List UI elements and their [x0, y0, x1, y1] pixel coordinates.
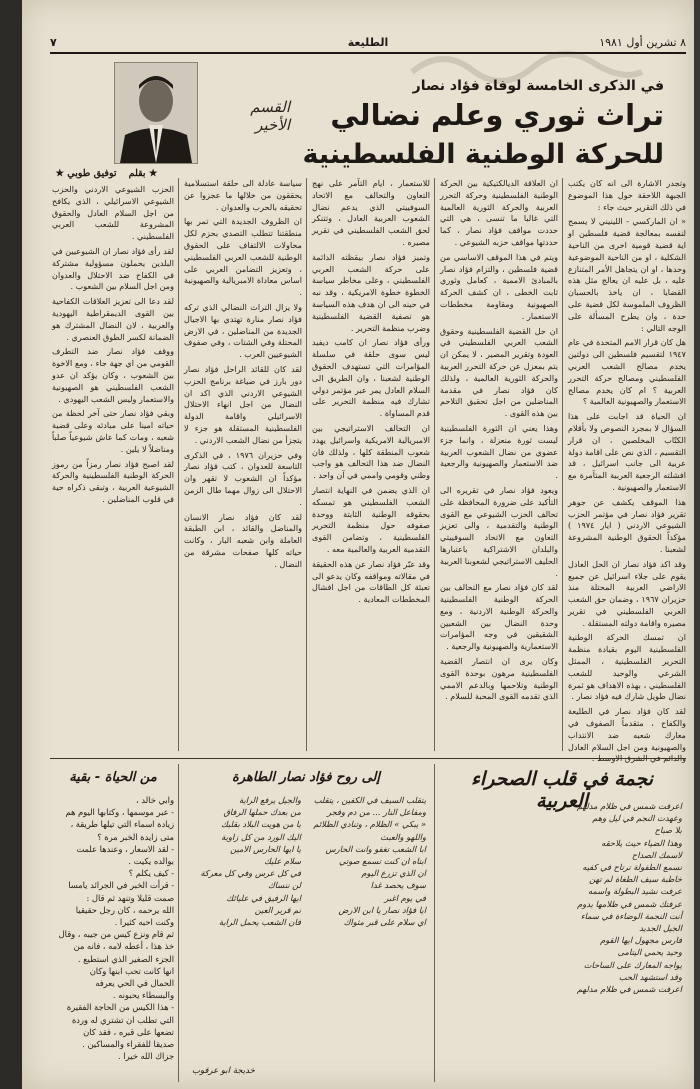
- author-name: توفيق طوبي ★: [55, 168, 117, 179]
- column-divider: [434, 764, 435, 1082]
- column-divider: [178, 764, 179, 1082]
- issue-date: ٨ تشرين أول ١٩٨١: [599, 36, 686, 49]
- poem-line: خاطبة سيف الطغاة لم تهن: [589, 874, 682, 885]
- paragraph: لقد اصبح فؤاد نصار رمزاً من رموز الحركة الوطنية الفلسطينية والحركة الشيوعية العربية ، وتبقى ذكراه حية في قلوب المناضلين .: [52, 458, 174, 504]
- paragraph: ان حل القضية الفلسطينية وحقوق الشعب العربي الفلسطيني في العودة وتقرير المصير ، لا يمكن ان يتم بمعزل عن حركة التحرر العربية والحركة الثورية العالمية ، ولذلك كان فؤاد نصار في مقدمة المناضلين من اجل تحقيق التلاحم بين هذه القوى .: [440, 325, 558, 419]
- part-label: القسم الأخير: [250, 98, 290, 134]
- column-divider: [434, 178, 435, 751]
- text-line: وكنت احبه كثيرا .: [114, 917, 174, 928]
- poem-line: لاسمك الصداح: [631, 849, 682, 860]
- title-line-1: تراث ثوري وعلم نضالي: [330, 98, 664, 132]
- paragraph: وتجدر الاشارة الى انه كان يكتب الجبهة اللاحقة حول هذا الموضوع في ذلك التقرير حيث جاء :: [568, 178, 686, 212]
- text-line: - كيف يكلم ؟: [128, 868, 174, 879]
- poem-line: من بعدك حملها الرفاق: [223, 807, 301, 818]
- paragraph: ورأى فؤاد نصار ان كامب ديفيد ليس سوى حلقة في سلسلة المؤامرات التي تستهدف الحقوق الوطنية لشعبنا ، وان الطريق الى السلام العادل يمر عبر مؤتمر دولي تشارك فيه منظمة التحرير على قدم المساواة .: [312, 337, 430, 419]
- text-line: ثم قام ونزع كيس من جيبه ، وقال: [58, 929, 174, 940]
- paragraph: هل كان قرار الامم المتحدة في عام ١٩٤٧ لتقسيم فلسطين الى دولتين يخدم مصالح الشعب العربي الفلسطيني ومصالح حركة التحرر العربية ؟ ام كان يخدم مصالح الاستعمار والصهيونية العالمية ؟: [568, 337, 686, 407]
- paragraph: لقد كان للقائد الراحل فؤاد نصار دور بارز في صياغة برنامج الحزب الشيوعي الاردني الذي اكد ان النضال من اجل انهاء الاحتلال الاسرائيلي واقامة الدولة الفلسطينية المستقلة هو جزء لا يتجزأ من نضال الشعب الاردني .: [184, 363, 302, 445]
- poem-line: اليك الورد من كل زاوية: [221, 831, 301, 842]
- author-portrait: [114, 62, 198, 164]
- binding-spine: [0, 0, 22, 1089]
- paragraph: وهذا يعني ان الثورة الفلسطينية ليست ثورة منعزلة ، وانما جزء عضوي من نضال الشعوب العربية ضد الاستعمار والصهيونية والرجعية .: [440, 422, 558, 481]
- paragraph: لقد كان فؤاد نصار مع التحالف بين الحركة الوطنية الفلسطينية والحركة الوطنية الاردنية ، ومع وحدة النضال بين الشعبين الشقيقين في وجه المؤامرات الاستعمارية والصهيونية والرجعية .: [440, 582, 558, 652]
- paragraph: ان التحالف الاستراتيجي بين الامبريالية الامريكية واسرائيل يهدد شعوب المنطقة كلها ، ولذلك فان النضال ضد هذا التحالف هو واجب وطني وقومي واممي في آن واحد .: [312, 422, 430, 481]
- paragraph: وفي حزيران ١٩٧٦ ، في الذكرى التاسعة للعدوان ، كتب فؤاد نصار مؤكداً ان الشعوب لا تقهر وان الاحتلال الى زوال مهما طال الزمن .: [184, 449, 302, 507]
- poem-line: اعرفت شمس في ظلام مدلهم: [576, 801, 682, 811]
- poem-line: يواجه المعارك على الساحات: [583, 959, 682, 970]
- poem-line: أنت النجمة الوضاءة في سماء: [580, 910, 682, 921]
- poem-line: فان الشعب يحمل الراية: [218, 917, 301, 928]
- poem-line: عرفتك شمس في ظلامها يدوم: [577, 898, 682, 909]
- article-pretitle: في الذكرى الخامسة لوفاة فؤاد نصار: [412, 78, 664, 94]
- poem-line: اعرفت شمس في ظلام مدلهم: [576, 984, 682, 995]
- section-divider: [50, 758, 686, 759]
- paragraph: الحزب الشيوعي الاردني والحزب الشيوعي الاسرائيلي ، الذي يكافح من اجل السلام العادل والحقوق المشروعة للشعب العربي الفلسطيني .: [52, 184, 174, 242]
- poem-line: وعهدت النجم في ليل وهم: [592, 813, 682, 824]
- paragraph: لقد رأى فؤاد نصار ان الشيوعيين في البلدين يحملون مسؤولية مشتركة في الكفاح ضد الاحتلال والعدوان ومن اجل السلام بين الشعوب .: [52, 245, 174, 292]
- text-line: متى زايدة الخبر مرة ؟: [97, 831, 174, 842]
- poem-line: في يوم اغبر: [384, 892, 426, 903]
- poem-body-tribute: [186, 794, 426, 1062]
- text-line: وابي خالد ،: [135, 795, 174, 805]
- paragraph: ويتم في هذا الموقف الاساسي من قضية فلسطين ، والتزام فؤاد نصار بالمبادئ الاممية ، كعامل وثوري ثابت الخطى ، ان كشف الحركة الصهيونية ومقاومة مخططات الاستعمار .: [440, 251, 558, 321]
- poem-line: ابا الشعب تغفو وانت الحارس: [325, 843, 426, 854]
- newspaper-page: [22, 0, 694, 1089]
- poem-line: وهذا الضياء حيث يلاحقه: [601, 837, 682, 848]
- section-title-from-life: من الحياة - بقية: [69, 770, 157, 785]
- paragraph: وكان يرى ان انتصار القضية الفلسطينية مرهون بوحدة القوى الوطنية وتلاحمها وبالدعم الاممي الذي تقدمه القوى المحبة للسلام .: [440, 656, 558, 702]
- poem-line: ان الذي تزرع اليوم: [361, 868, 426, 879]
- poem-line: نم قرير العين: [254, 904, 301, 915]
- paragraph: وقد عبّر فؤاد نصار عن هذه الحقيقة في مقالاته ومواقفه وكان يدعو الى تعبئة كل الطاقات من اجل افشال المخططات المعادية .: [312, 558, 430, 605]
- article-column-5: [52, 184, 174, 751]
- text-line: جزاك الله خيرا .: [118, 1051, 174, 1062]
- poem-line: في كل عرس وفي كل معركة: [200, 868, 301, 879]
- paragraph: لقد كان فؤاد نصار الانسان والمناضل والقائد ، ابن الطبقة العاملة وابن شعبه البار ، وكانت حياته كلها صفحات مشرقة من النضال .: [184, 511, 302, 569]
- poem-line: اي سلام على قبر مثواك: [343, 917, 426, 928]
- paragraph: سياسة عادلة الى حلقة استسلامية يحققون من خلالها ما عجزوا عن تحقيقه بالحرب والعدوان .: [184, 178, 302, 212]
- poem-line: لن ننساك: [267, 880, 301, 891]
- poem-line: سوف يحصد غدا: [370, 880, 426, 891]
- paragraph: وتميز فؤاد نصار بيقظته الدائمة على حركة الشعب العربي الفلسطيني ، وعلى مخاطر سياسة الخطوة خطوة الامريكية ، وقد نبه في حينه الى ان هدف هذه السياسة هو تصفية القضية الفلسطينية وضرب منظمة التحرير .: [312, 251, 430, 333]
- poem-line: نسمع الطفولة ترتاح في كفيه: [582, 862, 682, 873]
- text-line: والبسطاء يحبونه .: [112, 990, 174, 1001]
- text-line: الله يرحمه ، كان رجل حقيقيا: [75, 904, 174, 915]
- poem-title-star: نجمة في قلب الصحراء العربية: [470, 768, 654, 812]
- poem-line: ومفاعل النار ... من دم وفجر: [327, 807, 426, 818]
- text-line: التي تطلب ان تشتري له وردة: [71, 1014, 174, 1025]
- text-line: - قرأت الخبر في الجرائد يامسا: [68, 880, 174, 891]
- text-line: تضعها على قبره ، فقد كان: [83, 1026, 174, 1037]
- poem-line: بلا صباح: [654, 825, 682, 836]
- page-number: ٧: [50, 36, 57, 49]
- paragraph: ان العلاقة الديالكتيكية بين الحركة الوطنية الفلسطينية وحركة التحرر العربية والحركة الثورية العالمية التي غالبا ما تنسى ، هي التي حددت مواقف فؤاد نصار ، كما حددتها مواقف حزبه الشيوعي .: [440, 178, 558, 247]
- article-column-1: [568, 178, 686, 764]
- poem-line: وقد استشهد الحب: [618, 971, 682, 982]
- paragraph: وقد اكد فؤاد نصار ان الحل العادل يقوم على جلاء اسرائيل عن جميع الاراضي العربية المحتلة منذ حزيران ١٩٦٧ ، وضمان حق الشعب العربي الفلسطيني في تقرير مصيره واقامة دولته المستقلة .: [568, 558, 686, 628]
- text-line: انها كانت تحب ابنها وكان: [89, 965, 174, 976]
- author-label: ★ بقلم: [128, 168, 158, 179]
- poem-line: الجيل الجديد: [639, 923, 682, 934]
- portrait-image: [115, 63, 197, 163]
- paragraph: للاستعمار ، ايام التآمر على نهج التعاون والتحالف مع الاتحاد السوفييتي الذي يدعم نضال الشعوب العربية العادل ، وتتنكر لحق الشعب الفلسطيني في تقرير مصيره .: [312, 178, 430, 247]
- poem-line: ابتاه ان كنت تسمع صوتي: [338, 856, 426, 867]
- text-line: - هذا الكيس من الحاجة الفقيرة: [66, 1002, 174, 1013]
- publication-name: الطليعة: [347, 36, 389, 49]
- poem-line: وحيد يحمي اليتامى: [617, 947, 682, 958]
- title-line-2: للحركة الوطنية الفلسطينية: [302, 138, 664, 170]
- text-line: الجزء الصغير الذي استطيع .: [77, 953, 174, 964]
- paragraph: ولا يزال التراث النضالي الذي تركه فؤاد نصار منارة تهتدي بها الاجيال الجديدة من المناضلين ، في الارض المحتلة وفي الشتات ، وفي صفوف الشيوعيين العرب .: [184, 301, 302, 360]
- poem-line: يا من هويت البلاد بقلبك: [221, 819, 301, 830]
- text-line: بوالده يكيت .: [128, 856, 174, 867]
- paragraph: ووقف فؤاد نصار ضد التطرف القومي من اي جهة جاء ، ومع الاخوة بين الشعوب ، وكان يؤكد ان عدو الشعب الفلسطيني هو الصهيونية والاستعمار وليس الشعب اليهودي .: [52, 346, 174, 404]
- poem-signature: خديجة ابو عرقوب: [192, 1066, 255, 1076]
- text-line: خذ هذا ، أعطه لامه ، فانه من: [73, 941, 174, 952]
- column-divider: [178, 178, 179, 751]
- column-divider: [562, 178, 563, 751]
- paragraph: ويعود فؤاد نصار في تقريره الى التأكيد على ضرورة المحافظة على تحالف الحزب الشيوعي مع القوى الوطنية والتقدمية ، والى تعزيز التعاون مع الاتحاد السوفييتي والبلدان الاشتراكية باعتبارها الحليف الاستراتيجي لشعوبنا العربية .: [440, 484, 558, 578]
- text-line: - لقد الاسعار ، وعندها علمت: [76, 843, 174, 854]
- poem-line: ايها الرفيق في عليائك: [226, 892, 301, 903]
- paragraph: ان الذي يضمن في النهاية انتصار الشعب الفلسطيني هو تمسكه بحقوقه الوطنية الثابتة ووحدة صفوفه حول منظمة التحرير الفلسطينية ، وتضامن القوى التقدمية العربية والعالمية معه .: [312, 484, 430, 554]
- poem-line: فارس مجهول ايها القوم: [600, 935, 682, 946]
- article-column-4: [184, 178, 302, 751]
- poem-line: « يبكي » الظلام ، وتنادي الظلائم: [313, 819, 426, 830]
- text-line: صديقا للفقراء والمساكين .: [82, 1039, 174, 1050]
- poem-line: يا ايها الحارس الامين: [230, 843, 301, 854]
- poem-line: يتقلب السيف في الكفين ، يتقلب: [313, 795, 426, 805]
- from-life-body: [52, 794, 174, 1080]
- text-line: صمت قليلا وتنهد ثم قال :: [86, 892, 174, 903]
- article-title: [244, 100, 664, 170]
- article-column-3: [312, 178, 430, 751]
- poem-title-tribute: إلى روح فؤاد نصار الطاهرة: [232, 770, 380, 785]
- text-line: زيادة اسماء التي تيلها طريقة ،: [70, 819, 174, 830]
- paragraph: هذا الموقف يكشف عن جوهر تقرير فؤاد نصار في مؤتمر الحزب الشيوعي الاردني ( ايار ١٩٧٤ ) مؤكداً الحقوق الوطنية المشروعة لشعبنا .: [568, 496, 686, 554]
- article-column-2: [440, 178, 558, 751]
- paragraph: « ان الماركسي - اللينيني لا يسمح لنفسه بمعالجة قضية فلسطين او اية قضية قومية اخرى من الناحية الشكلية ، او من الناحية الموضوعية وحدها ، او ان يتجاهل الأمر المتنازع عليه ، بل عليه ان يعالج مثل هذه القضايا ، ان ياخذ بالحسبان الظروف الملموسة لكل قضية على حدة ، وان يطرح المسألة على الوجه التالي :: [568, 216, 686, 333]
- paragraph: ان الحياة قد اجابت على هذا السؤال لا بمجرد النصوص ولا بأقلام الكتّاب المخلصين ، ان قرار التقسيم ، الذي نص على اقامة دولة عربية الى جانب اسرائيل ، قد افشلته الرجعية العربية المتآمرة مع الاستعمار والصهيونية .: [568, 411, 686, 492]
- poem-line: والجيل يرفع الراية: [239, 795, 301, 805]
- poem-line: عرفت نشيد البطولة واسمه: [587, 886, 682, 897]
- poem-line: ايا فؤاد نصار يا ابن الارض: [338, 904, 426, 915]
- paragraph: ان الظروف الجديدة التي تمر بها منطقتنا تتطلب التصدي بحزم لكل محاولات الالتفاف على الحقوق الوطنية للشعب العربي الفلسطيني ، وتعزيز التضامن العربي على اساس معاداة الامبريالية والصهيونية .: [184, 216, 302, 298]
- paragraph: وبقي فؤاد نصار حتى آخر لحظة من حياته امينا على مبادئه وعلى قضية شعبه ، ومات كما عاش شيوعياً صلباً ومناضلاً لا يلين .: [52, 408, 174, 454]
- paragraph: لقد كان فؤاد نصار في الطليعة والكفاح ، متقدماً الصفوف في معارك شعبه ضد الانتداب والصهيونية ومن اجل السلام العادل والدائم في الشرق الاوسط .: [568, 706, 686, 764]
- text-line: - عبر موسمها ، وكتابها اليوم هم: [65, 807, 174, 818]
- text-line: الحمال في الحي يعرفه: [95, 978, 174, 989]
- poem-line: سلام عليك: [264, 856, 301, 867]
- poem-line: واللهو والعبث: [380, 831, 426, 842]
- paragraph: ان تمسك الحركة الوطنية الفلسطينية اليوم بقيادة منظمة التحرير الفلسطينية ، الممثل الشرعي والوحيد للشعب الفلسطيني ، بهذه الاهداف هو ثمرة نضال طويل شارك فيه فؤاد نصار .: [568, 632, 686, 702]
- paragraph: لقد دعا الى تعزيز العلاقات الكفاحية بين القوى الديمقراطية اليهودية والعربية ، لان النضال المشترك هو الضمانة لكسر الطوق العنصري .: [52, 296, 174, 342]
- column-divider: [306, 178, 307, 751]
- poem-body-star: [442, 800, 682, 1080]
